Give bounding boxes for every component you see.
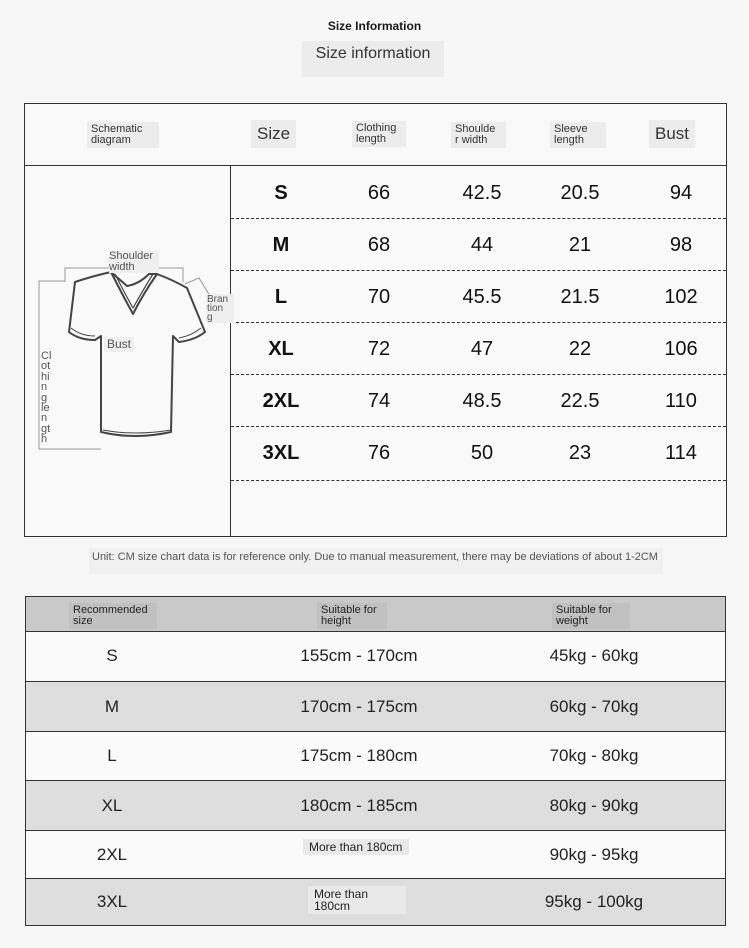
cell-length: 66 [367, 182, 391, 204]
cell-bust: 114 [665, 442, 697, 464]
cell-bust: 106 [664, 338, 698, 360]
cell-shoulder: 48.5 [462, 390, 502, 412]
cell-height: 175cm - 180cm [300, 746, 418, 765]
cell-weight: 70kg - 80kg [549, 746, 639, 765]
cell-length: 74 [367, 390, 391, 412]
cell-size: 2XL [262, 390, 300, 412]
page-subtitle: Size information [302, 41, 444, 77]
diagram-label-sleeve-length: Bran tion g [206, 294, 234, 323]
table-row [26, 632, 725, 681]
cell-size: 3XL [262, 442, 300, 464]
diagram-label-shoulder-width: Shoulder width [109, 251, 159, 273]
table-row [26, 781, 725, 830]
cell-size: L [107, 746, 117, 765]
cell-size: L [274, 286, 288, 308]
header-schematic-diagram: Schematic diagram [87, 122, 159, 148]
cell-sleeve: 22.5 [560, 390, 600, 412]
cell-shoulder: 44 [470, 234, 494, 256]
header-size: Size [251, 120, 296, 148]
cell-size: XL [268, 338, 294, 360]
row-separator [231, 322, 726, 323]
row-separator [231, 426, 726, 427]
cell-sleeve: 22 [568, 338, 592, 360]
cell-bust: 94 [669, 182, 693, 204]
cell-sleeve: 20.5 [560, 182, 600, 204]
cell-size: S [106, 646, 118, 665]
cell-length: 70 [367, 286, 391, 308]
row-separator [231, 374, 726, 375]
cell-height: More than 180cm [308, 886, 406, 914]
tshirt-diagram-icon [35, 254, 225, 464]
cell-shoulder: 45.5 [462, 286, 502, 308]
cell-size: 2XL [96, 845, 128, 864]
table-row [26, 879, 725, 925]
table-row [26, 831, 725, 878]
size-chart-table [24, 103, 727, 537]
cell-size: 3XL [96, 892, 128, 911]
cell-shoulder: 50 [470, 442, 494, 464]
cell-weight: 90kg - 95kg [549, 845, 639, 864]
cell-height: 155cm - 170cm [300, 646, 418, 665]
cell-height: More than 180cm [303, 839, 409, 855]
cell-sleeve: 21 [568, 234, 592, 256]
header-suitable-weight: Suitable for weight [552, 603, 630, 629]
cell-bust: 102 [664, 286, 698, 308]
page-title: Size Information [327, 19, 422, 33]
cell-size: M [104, 697, 120, 716]
table-row [26, 682, 725, 731]
cell-size: M [272, 234, 290, 256]
header-bust: Bust [649, 120, 695, 148]
cell-weight: 80kg - 90kg [549, 796, 639, 815]
cell-height: 180cm - 185cm [300, 796, 418, 815]
cell-weight: 60kg - 70kg [549, 697, 639, 716]
cell-sleeve: 23 [568, 442, 592, 464]
cell-length: 72 [367, 338, 391, 360]
measurement-note: Unit: CM size chart data is for reference only. Due to manual measurement, there may be deviations of about 1-2CM [89, 548, 663, 574]
header-shoulder-width: Shoulde r width [451, 122, 506, 148]
cell-weight: 45kg - 60kg [549, 646, 639, 665]
cell-weight: 95kg - 100kg [544, 892, 644, 911]
cell-shoulder: 47 [470, 338, 494, 360]
cell-size: XL [101, 796, 123, 815]
cell-shoulder: 42.5 [462, 182, 502, 204]
diagram-label-clothing-length: Cl ot hi n g le n gt h [41, 350, 52, 446]
header-recommended-size: Recommended size [69, 603, 157, 629]
recommended-size-table [25, 596, 726, 926]
header-clothing-length: Clothing length [352, 121, 406, 147]
cell-sleeve: 21.5 [560, 286, 600, 308]
cell-length: 76 [367, 442, 391, 464]
row-separator [231, 480, 726, 481]
cell-bust: 110 [665, 390, 697, 412]
cell-length: 68 [367, 234, 391, 256]
table-header-row [26, 597, 725, 632]
header-sleeve-length: Sleeve length [550, 122, 606, 148]
cell-size: S [274, 182, 288, 204]
cell-bust: 98 [669, 234, 693, 256]
row-separator [231, 270, 726, 271]
table-header-divider [25, 165, 726, 166]
diagram-label-bust: Bust [104, 337, 134, 352]
header-suitable-height: Suitable for height [317, 603, 387, 629]
cell-height: 170cm - 175cm [300, 697, 418, 716]
row-separator [231, 218, 726, 219]
table-row [26, 732, 725, 780]
